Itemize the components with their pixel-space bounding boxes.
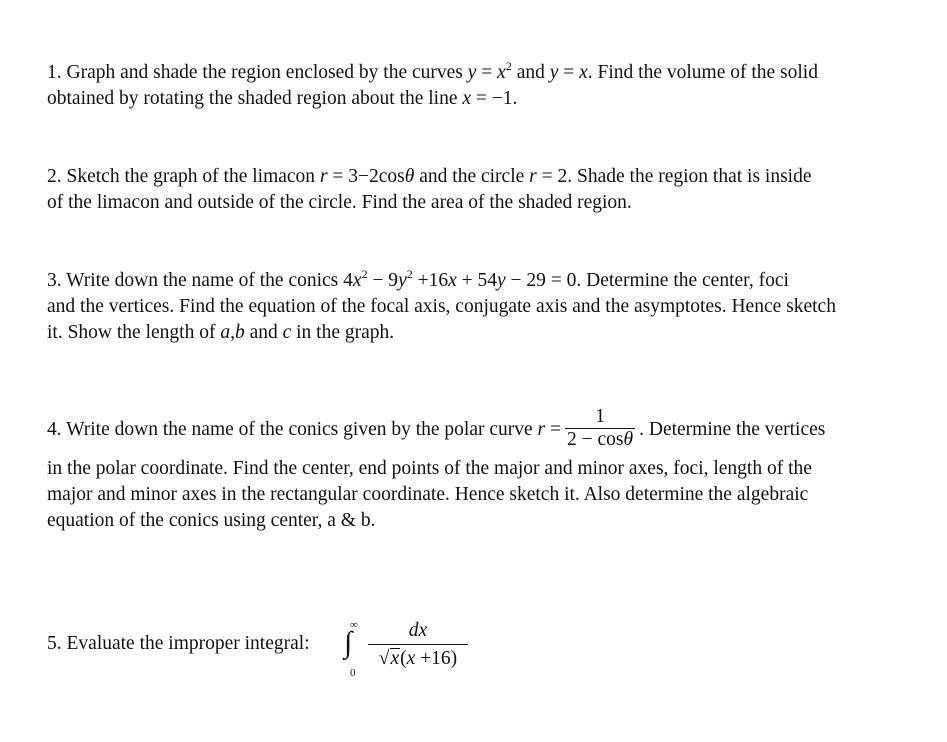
integral-lower-limit: 0 (350, 667, 356, 679)
integrand-fraction (368, 618, 468, 673)
fraction-denominator: 2 − cosθ (567, 429, 634, 451)
polar-fraction (565, 406, 635, 451)
question-3-line-3: it. Show the length of a,b and c in the graph. (47, 322, 395, 343)
question-4-line-4: equation of the conics using center, a & b. (47, 510, 376, 531)
improper-integral (340, 618, 480, 678)
integral-sign: ∫ (344, 626, 353, 659)
integrand-denominator: √x(x +16) (378, 648, 458, 669)
question-1-line-2: obtained by rotating the shaded region about the line x = −1. (47, 88, 518, 109)
question-5 (47, 631, 932, 657)
question-1-line-1: 1. Graph and shade the region enclosed by the curves $y = x^2$ and y = x. Find the volume of the solid (47, 59, 818, 83)
integral-upper-limit: ∞ (350, 619, 358, 631)
question-3 (47, 268, 932, 346)
question-2 (47, 164, 932, 216)
question-4-line-1: 4. Write down the name of the conics given by the polar curve r = $\frac{1}{2 - \cos\theta}$ . Determine the vertices (47, 406, 826, 451)
question-3-line-1: 3. Write down the name of the conics $4x^2 - 9y^2 +16x + 54y - 29 = 0$. Determine the center, foci (47, 267, 789, 291)
fraction-numerator: 1 (565, 406, 635, 429)
question-4-line-3: major and minor axes in the rectangular coordinate. Hence sketch it. Also determine the algebraic (47, 484, 809, 505)
question-2-line-1: 2. Sketch the graph of the limacon r = 3−2cosθ and the circle r = 2. Shade the region that is inside (47, 166, 812, 187)
question-3-line-2: and the vertices. Find the equation of the focal axis, conjugate axis and the asymptotes. Hence sketch (47, 296, 836, 317)
question-1 (47, 60, 932, 112)
integrand-numerator: dx (368, 618, 468, 645)
question-4 (47, 404, 932, 534)
sqrt-argument: x (390, 648, 400, 669)
question-4-line-2: in the polar coordinate. Find the center, end points of the major and minor axes, foci, length of the (47, 458, 812, 479)
question-2-line-2: of the limacon and outside of the circle. Find the area of the shaded region. (47, 192, 632, 213)
question-5-line-1: 5. Evaluate the improper integral: (47, 633, 310, 654)
